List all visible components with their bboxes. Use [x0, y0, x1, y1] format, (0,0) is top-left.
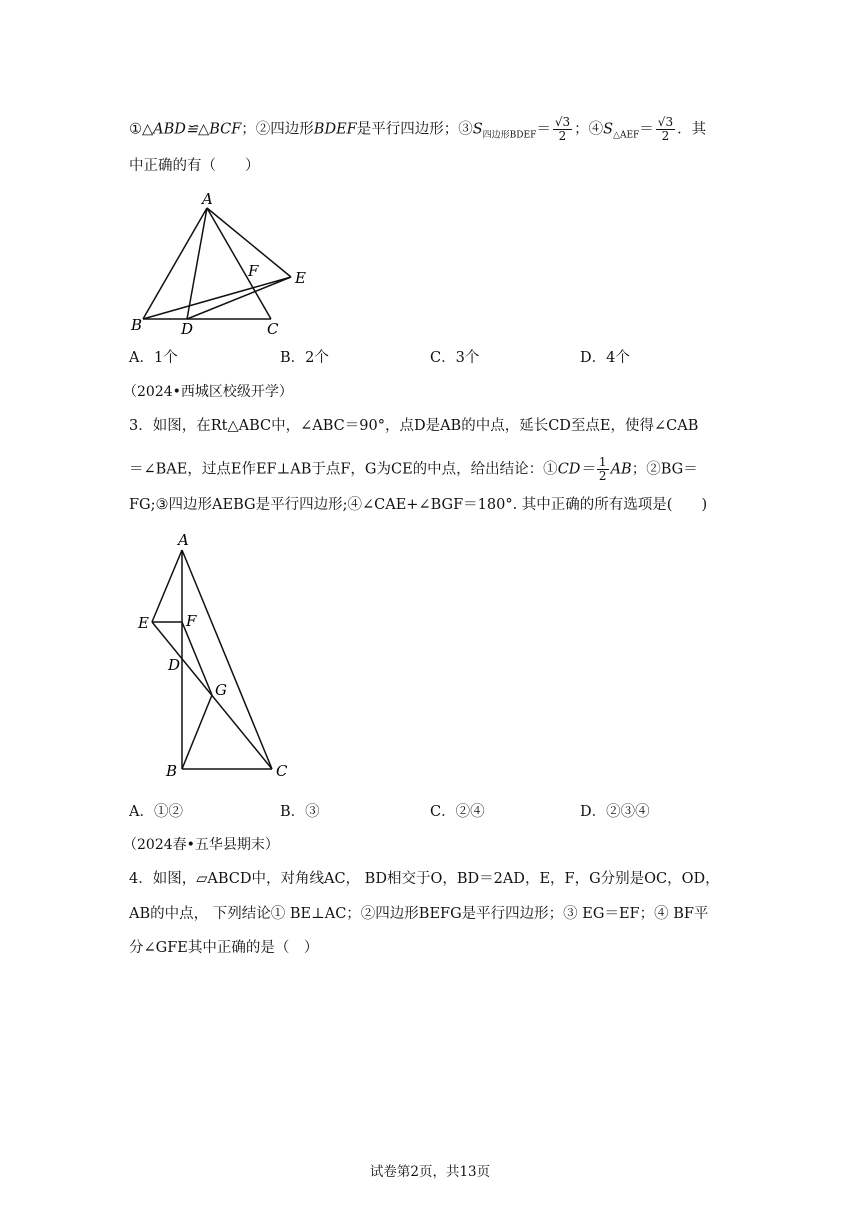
q2-fraction: $\frac{√3}{2}$ [554, 115, 571, 143]
q2-fraction-2: $\frac{√3}{2}$ [657, 115, 674, 143]
q2-area-symbol: S [472, 121, 483, 138]
q3-figure [130, 525, 300, 785]
q3-fraction: $\frac{1}{2}$ [598, 455, 607, 483]
q3-text: ；②BG＝ [631, 461, 698, 478]
q2-text: ．其 [677, 121, 707, 138]
q3-statement-line1: 3．如图，在Rt△ABC中，∠ABC＝90°，点D是AB的中点，延长CD至点E，使得∠CAB [129, 418, 699, 434]
q2-text: ① [129, 121, 142, 138]
q2-label-b: B [131, 316, 143, 334]
q2-option-d: D．4个 [580, 350, 630, 366]
q3-label-f: F [186, 612, 197, 630]
q3-label-d: D [168, 656, 181, 674]
page-footer: 试卷第2页，共13页 [369, 1164, 491, 1180]
q3-label-c: C [276, 762, 288, 780]
q4-statement-line3: 分∠GFE其中正确的是（ ） [129, 940, 319, 956]
q2-text: ；④ [574, 121, 604, 138]
q3-cd: CD＝ [557, 461, 595, 478]
q3-option-b: B．③ [280, 804, 320, 820]
q2-text: ；②四边形 [241, 121, 314, 138]
q4-statement-line1: 4．如图，▱ABCD中，对角线AC， BD相交于O，BD＝2AD，E，F，G分别是OC，OD， [129, 871, 720, 887]
q2-label-f: F [248, 262, 259, 280]
q2-option-a: A．1个 [129, 350, 178, 366]
q3-label-g: G [215, 681, 227, 699]
q3-option-c: C．②④ [430, 804, 485, 820]
q2-statement-line2: 中正确的有（ ） [129, 158, 260, 174]
q2-label-d: D [181, 320, 194, 338]
q2-label-a: A [202, 190, 213, 208]
q3-statement-line2 [129, 456, 698, 483]
q2-congruence: △ABD≌△BCF [142, 121, 242, 138]
q2-area-sub-2: △AEF [613, 130, 640, 141]
q3-label-a: A [178, 531, 189, 549]
q4-statement-line2: AB的中点， 下列结论① BE⊥AC；②四边形BEFG是平行四边形；③ EG＝EF；④ BF平 [129, 906, 709, 922]
q2-option-c: C．3个 [430, 350, 480, 366]
q2-bdef: BDEF [313, 121, 357, 138]
q3-label-b: B [166, 762, 178, 780]
q2-option-b: B．2个 [280, 350, 329, 366]
q3-option-a: A．①② [129, 804, 183, 820]
q2-label-c: C [267, 320, 279, 338]
q2-area-sub: 四边形BDEF [482, 130, 537, 141]
source-label-1: （2024•西城区校级开学） [123, 384, 293, 400]
q2-figure [125, 188, 325, 338]
q2-text: 是平行四边形；③ [356, 121, 473, 138]
q3-option-d: D．②③④ [580, 804, 650, 820]
q3-statement-line3: FG;③四边形AEBG是平行四边形;④∠CAE+∠BGF＝180°. 其中正确的所有选项是( ) [129, 497, 708, 513]
q3-label-e: E [138, 614, 149, 632]
q2-label-e: E [295, 269, 306, 287]
source-label-2: （2024春•五华县期末） [123, 837, 279, 853]
q3-ab: AB [610, 461, 632, 478]
q2-statement-line1: ①△ABD≌△BCF；②四边形BDEF是平行四边形；$③S_{四边形BDEF}=$ $\frac{√3}{2}$ ；$④S_{\triangle AEF}=$ $\frac{√3}{2}$ ．其 [129, 115, 707, 143]
q3-text: ＝∠BAE，过点E作EF⊥AB于点F，G为CE的中点，给出结论：① [129, 461, 558, 478]
